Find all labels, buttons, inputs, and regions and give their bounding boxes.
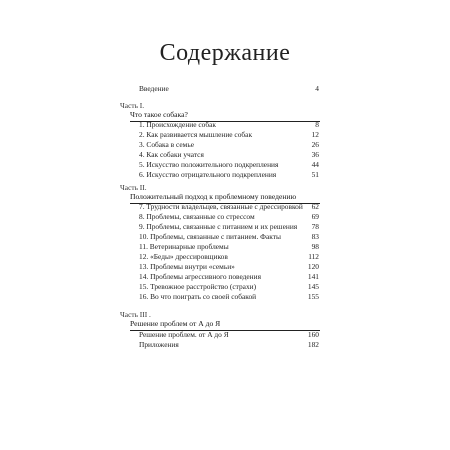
part-label: Часть I. <box>120 101 145 110</box>
toc-entry <box>139 282 319 292</box>
toc-entry <box>139 252 319 262</box>
part-title: Решение проблем от А до Я <box>130 319 320 331</box>
toc-entry-label: 15. Тревожное расстройство (страхи) <box>139 282 257 291</box>
toc-entry-label: 10. Проблемы, связанные с питанием. Факты <box>139 232 281 241</box>
toc-entry <box>139 292 319 302</box>
toc-entry-intro <box>139 84 319 94</box>
toc-entry <box>139 242 319 252</box>
toc-entry-label: 1. Происхождение собак <box>139 120 216 129</box>
toc-entry-label: 12. «Беды» дрессировщиков <box>139 252 228 261</box>
toc-entry <box>139 120 319 130</box>
toc-entry <box>139 160 319 170</box>
toc-entry-label: 7. Трудности владельцев, связанные с дрессировкой <box>139 202 303 211</box>
toc-entry-page: 8 <box>315 120 319 129</box>
toc-entry-label: 16. Во что поиграть со своей собакой <box>139 292 257 301</box>
toc-entry <box>139 232 319 242</box>
toc-entry <box>139 212 319 222</box>
toc-entry-page: 155 <box>307 292 319 301</box>
toc-entry-page: 141 <box>307 272 319 281</box>
part-label: Часть II. <box>120 183 147 192</box>
toc-entry-label: 13. Проблемы внутри «семьи» <box>139 262 235 271</box>
toc-entry <box>139 272 319 282</box>
toc-entry <box>139 130 319 140</box>
toc-entry-label: Введение <box>139 84 169 93</box>
toc-entry-page: 98 <box>311 242 319 251</box>
toc-entry-page: 51 <box>311 170 319 179</box>
part-title: Положительный подход к проблемному поведению <box>130 192 320 204</box>
toc-entry-label: 2. Как развивается мышление собак <box>139 130 253 139</box>
toc-entry-page: 36 <box>311 150 319 159</box>
toc-entry <box>139 150 319 160</box>
toc-entry-label: 6. Искусство отрицательного подкрепления <box>139 170 277 179</box>
toc-entry-page: 160 <box>307 330 319 339</box>
page-title: Содержание <box>159 40 291 66</box>
toc-entry <box>139 330 319 340</box>
part-title: Что такое собака? <box>130 110 320 122</box>
toc-entry <box>139 170 319 180</box>
toc-entry-label: 5. Искусство положительного подкрепления <box>139 160 279 169</box>
toc-entry-page: 62 <box>311 202 319 211</box>
toc-entry-label: Приложения <box>139 340 179 349</box>
toc-entry-page: 112 <box>308 252 319 261</box>
toc-entry <box>139 340 319 350</box>
toc-entry-label: 14. Проблемы агрессивного поведения <box>139 272 261 281</box>
toc-entry-page: 120 <box>307 262 319 271</box>
toc-entry <box>139 222 319 232</box>
toc-entry <box>139 140 319 150</box>
toc-entry-page: 69 <box>311 212 319 221</box>
toc-entry <box>139 262 319 272</box>
toc-entry-label: 4. Как собаки учатся <box>139 150 204 159</box>
toc-entry-page: 78 <box>311 222 319 231</box>
toc-entry-page: 83 <box>311 232 319 241</box>
toc-entry-page: 12 <box>311 130 319 139</box>
toc-entry-page: 26 <box>311 140 319 149</box>
toc-entry-page: 145 <box>307 282 319 291</box>
toc-entry-label: 11. Ветеринарные проблемы <box>139 242 229 251</box>
toc-entry-page: 182 <box>307 340 319 349</box>
toc-entry-page: 4 <box>315 84 319 93</box>
toc-entry-label: 9. Проблемы, связанные с питанием и их решения <box>139 222 298 231</box>
toc-entry-label: 8. Проблемы, связанные со стрессом <box>139 212 255 221</box>
toc-entry-label: Решение проблем. от А до Я <box>139 330 229 339</box>
toc-entry-label: 3. Собака в семье <box>139 140 194 149</box>
toc-entry <box>139 202 319 212</box>
toc-entry-page: 44 <box>311 160 319 169</box>
part-label: Часть III . <box>120 310 151 319</box>
